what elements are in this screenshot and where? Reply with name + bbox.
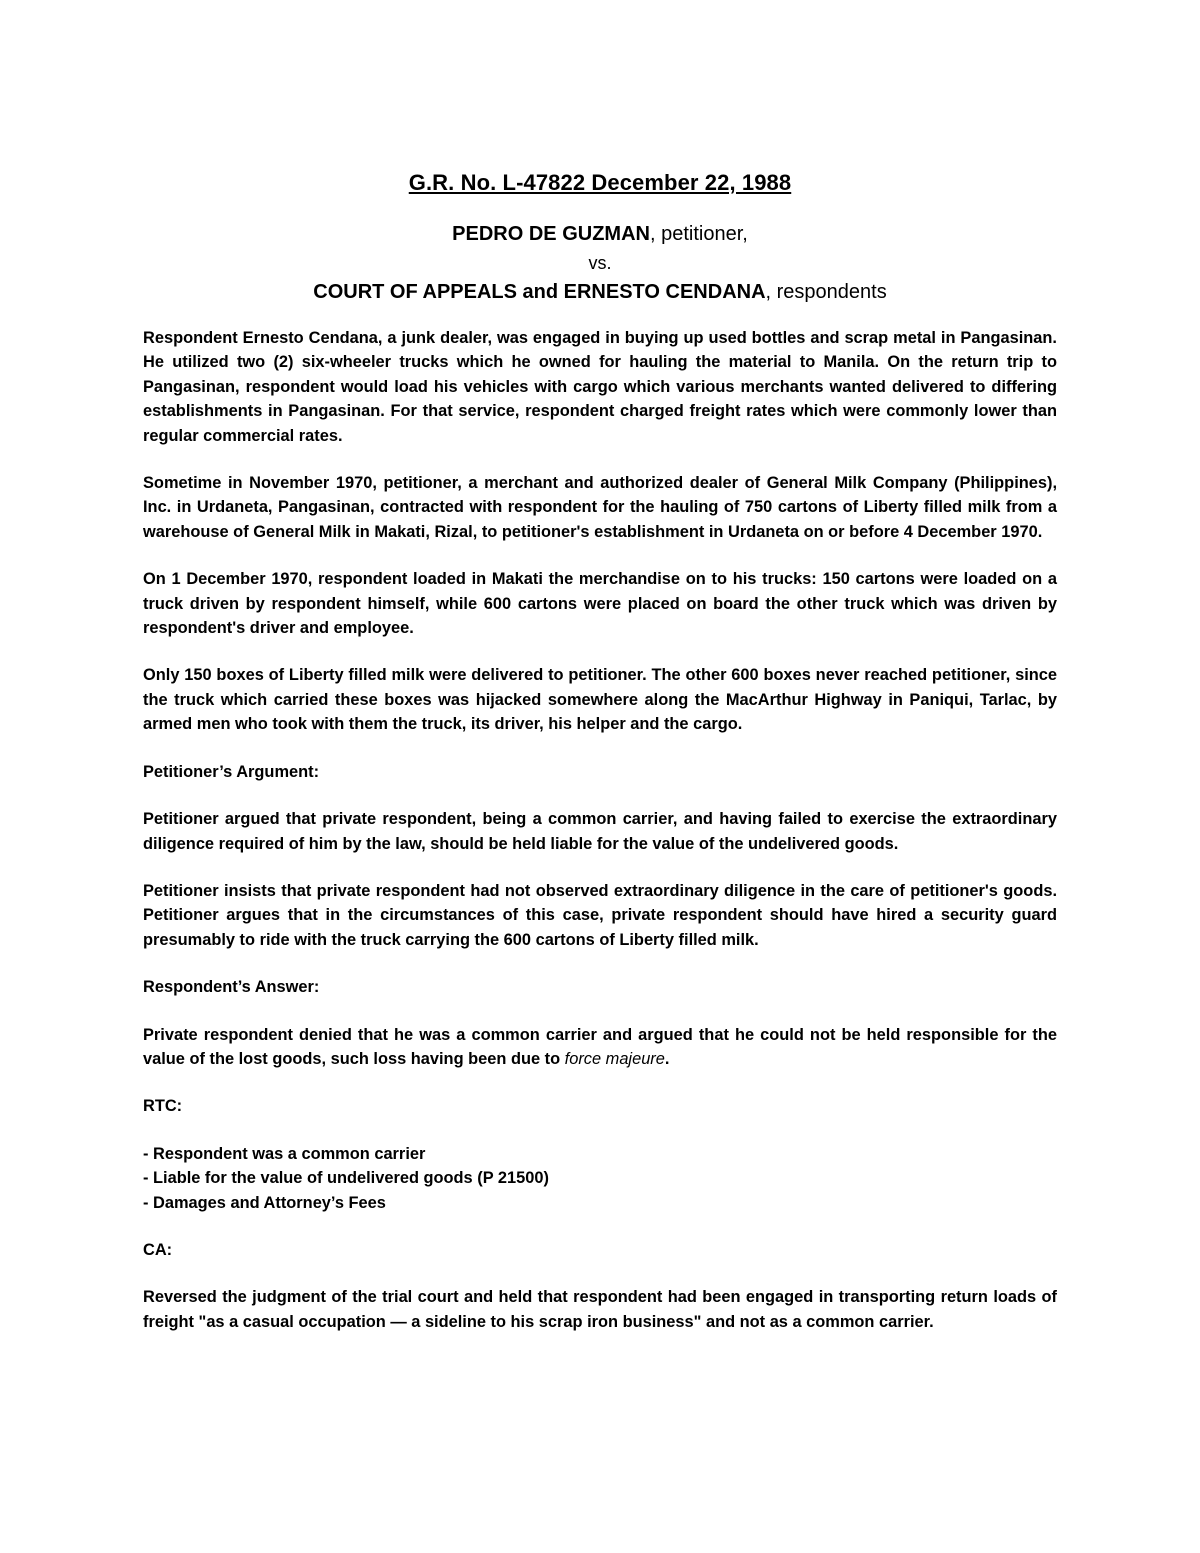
petitioner-argument-heading: Petitioner’s Argument: <box>143 762 320 781</box>
petitioner-name: PEDRO DE GUZMAN <box>452 223 650 245</box>
respondent-answer-text: Private respondent denied that he was a common carrier and argued that he could not be held responsible for the value of the lost goods, such loss having been due to <box>143 1025 1057 1068</box>
facts-paragraph-3: On 1 December 1970, respondent loaded in Makati the merchandise on to his trucks: 150 cartons were loaded on a truck driven by respondent himself, while 600 cartons were placed on board the other truck which was driven by respondent's driver and employee. <box>143 570 1057 638</box>
respondent-role: , respondents <box>765 281 887 303</box>
respondent-answer-paragraph <box>143 1023 1057 1072</box>
ca-heading: CA: <box>143 1240 173 1259</box>
rtc-item: - Damages and Attorney’s Fees <box>143 1193 386 1212</box>
parties-block <box>143 218 1057 308</box>
facts-paragraph-1: Respondent Ernesto Cendana, a junk dealer, was engaged in buying up used bottles and scrap metal in Pangasinan. He utilized two (2) six-wheeler trucks which he owned for hauling the material to Manila. On the return trip to Pangasinan, respondent would load his vehicles with cargo which various merchants wanted delivered to differing establishments in Pangasinan. For that service, respondent charged freight rates which were commonly lower than regular commercial rates. <box>143 329 1057 445</box>
rtc-item: - Respondent was a common carrier <box>143 1144 426 1163</box>
rtc-list <box>143 1142 1057 1215</box>
force-majeure-term: force majeure <box>564 1049 665 1068</box>
petitioner-line <box>143 218 1057 250</box>
respondent-answer-heading: Respondent’s Answer: <box>143 978 320 997</box>
petitioner-role: , petitioner, <box>649 223 748 245</box>
petitioner-argument-paragraph-2: Petitioner insists that private respondent had not observed extraordinary diligence in the care of petitioner's goods. Petitioner argues that in the circumstances of this case, private respondent should have hired a security guard presumably to ride with the truck carrying the 600 cartons of Liberty filled milk. <box>143 881 1057 949</box>
rtc-item: - Liable for the value of undelivered goods (P 21500) <box>143 1169 549 1188</box>
document-body <box>143 326 1057 1334</box>
ca-paragraph: Reversed the judgment of the trial court and held that respondent had been engaged in transporting return loads of freight "as a casual occupation — a sideline to his scrap iron business" and not as a common carrier. <box>143 1288 1057 1331</box>
facts-paragraph-2: Sometime in November 1970, petitioner, a merchant and authorized dealer of General Milk Company (Philippines), Inc. in Urdaneta, Pangasinan, contracted with respondent for the hauling of 750 cartons of Liberty filled milk from a warehouse of General Milk in Makati, Rizal, to petitioner's establishment in Urdaneta on or before 4 December 1970. <box>143 474 1057 541</box>
respondent-answer-end: . <box>664 1049 670 1068</box>
petitioner-argument-paragraph-1: Petitioner argued that private respondent, being a common carrier, and having failed to exercise the extraordinary diligence required of him by the law, should be held liable for the value of the undelivered goods. <box>143 810 1057 853</box>
case-title: G.R. No. L-47822 December 22, 1988 <box>408 170 792 195</box>
respondent-name: COURT OF APPEALS and ERNESTO CENDANA <box>313 281 766 303</box>
respondent-line <box>143 276 1057 308</box>
rtc-heading: RTC: <box>143 1097 183 1116</box>
facts-paragraph-4: Only 150 boxes of Liberty filled milk were delivered to petitioner. The other 600 boxes never reached petitioner, since the truck which carried these boxes was hijacked somewhere along the MacArthur Highway in Paniqui, Tarlac, by armed men who took with them the truck, its driver, his helper and the cargo. <box>143 666 1057 734</box>
versus-text: vs. <box>588 253 612 273</box>
